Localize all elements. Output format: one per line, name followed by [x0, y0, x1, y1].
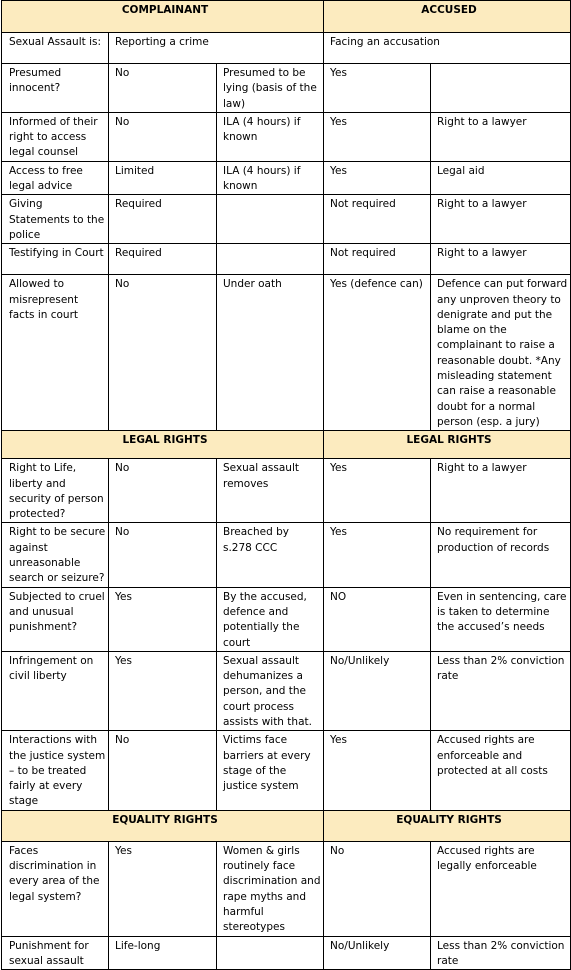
row-label: Right to Life, liberty and security of person protected?: [2, 459, 109, 523]
complainant-value: No: [109, 459, 217, 523]
accused-note: Right to a lawyer: [431, 459, 571, 523]
complainant-note: By the accused, defence and potentially the court: [217, 587, 324, 651]
accused-value: No/Unlikely: [324, 651, 431, 730]
table-row: [2, 161, 571, 195]
complainant-note: ILA (4 hours) if known: [217, 161, 324, 195]
table-row: [2, 195, 571, 244]
accused-note: Legal aid: [431, 161, 571, 195]
row-label: Punishment for sexual assault: [2, 936, 109, 970]
accused-note: Less than 2% conviction rate: [431, 651, 571, 730]
complainant-value: No: [109, 64, 217, 113]
table-row: [2, 459, 571, 523]
complainant-note: Presumed to be lying (basis of the law): [217, 64, 324, 113]
section-header-row: [2, 810, 571, 841]
table-row: [2, 523, 571, 587]
complainant-note: [217, 936, 324, 970]
complainant-equality-rights-header: EQUALITY RIGHTS: [2, 810, 324, 841]
complainant-note: Sexual assault dehumanizes a person, and the court process assists with that.: [217, 651, 324, 730]
row-label: Testifying in Court: [2, 244, 109, 275]
complainant-note: [217, 244, 324, 275]
row-label: Allowed to misrepresent facts in court: [2, 275, 109, 431]
accused-note: [431, 64, 571, 113]
table-row: [2, 651, 571, 730]
accused-note: Even in sentencing, care is taken to determine the accused’s needs: [431, 587, 571, 651]
complainant-value: No: [109, 523, 217, 587]
row-label: Informed of their right to access legal counsel: [2, 112, 109, 161]
accused-value: Not required: [324, 244, 431, 275]
complainant-value: Required: [109, 244, 217, 275]
accused-value: Not required: [324, 195, 431, 244]
accused-value: Yes (defence can): [324, 275, 431, 431]
comparison-table: [1, 0, 571, 970]
accused-value: Yes: [324, 161, 431, 195]
row-label: Presumed innocent?: [2, 64, 109, 113]
table-row: [2, 112, 571, 161]
complainant-note: Women & girls routinely face discrimination and rape myths and harmful stereotypes: [217, 841, 324, 936]
accused-note: No requirement for production of records: [431, 523, 571, 587]
complainant-value: Yes: [109, 651, 217, 730]
row-label: Subjected to cruel and unusual punishment?: [2, 587, 109, 651]
accused-value: Yes: [324, 112, 431, 161]
complainant-note: ILA (4 hours) if known: [217, 112, 324, 161]
complainant-note: Breached by s.278 CCC: [217, 523, 324, 587]
row-label: Infringement on civil liberty: [2, 651, 109, 730]
accused-value: Yes: [324, 459, 431, 523]
table-row: [2, 64, 571, 113]
complainant-value: Reporting a crime: [109, 33, 324, 64]
section-header-row: [2, 1, 571, 33]
table-row: [2, 244, 571, 275]
accused-value: Yes: [324, 523, 431, 587]
row-label: Interactions with the justice system – to be treated fairly at every stage: [2, 731, 109, 810]
complainant-value: Required: [109, 195, 217, 244]
accused-value: Yes: [324, 731, 431, 810]
complainant-value: Limited: [109, 161, 217, 195]
accused-note: Right to a lawyer: [431, 195, 571, 244]
complainant-header: COMPLAINANT: [2, 1, 324, 33]
row-label: Sexual Assault is:: [2, 33, 109, 64]
complainant-note: [217, 195, 324, 244]
complainant-legal-rights-header: LEGAL RIGHTS: [2, 431, 324, 459]
complainant-value: No: [109, 275, 217, 431]
row-label: Access to free legal advice: [2, 161, 109, 195]
complainant-value: Yes: [109, 841, 217, 936]
accused-note: Right to a lawyer: [431, 244, 571, 275]
accused-header: ACCUSED: [324, 1, 571, 33]
accused-value: Facing an accusation: [324, 33, 571, 64]
section-header-row: [2, 431, 571, 459]
accused-note: Less than 2% conviction rate: [431, 936, 571, 970]
accused-value: No: [324, 841, 431, 936]
accused-value: Yes: [324, 64, 431, 113]
accused-note: Right to a lawyer: [431, 112, 571, 161]
table-row: [2, 33, 571, 64]
table-row: [2, 587, 571, 651]
row-label: Giving Statements to the police: [2, 195, 109, 244]
complainant-value: Life-long: [109, 936, 217, 970]
row-label: Faces discrimination in every area of the legal system?: [2, 841, 109, 936]
complainant-value: No: [109, 112, 217, 161]
table-row: [2, 275, 571, 431]
table-row: [2, 731, 571, 810]
accused-equality-rights-header: EQUALITY RIGHTS: [324, 810, 571, 841]
complainant-value: Yes: [109, 587, 217, 651]
accused-note: Accused rights are legally enforceable: [431, 841, 571, 936]
table-row: [2, 841, 571, 936]
accused-note: Defence can put forward any unproven theory to denigrate and put the blame on the complainant to raise a reasonable doubt. *Any misleading statement can raise a reasonable doubt for a normal person (esp. a jury): [431, 275, 571, 431]
table-row: [2, 936, 571, 970]
complainant-note: Victims face barriers at every stage of the justice system: [217, 731, 324, 810]
accused-legal-rights-header: LEGAL RIGHTS: [324, 431, 571, 459]
accused-value: NO: [324, 587, 431, 651]
complainant-note: Sexual assault removes: [217, 459, 324, 523]
accused-note: Accused rights are enforceable and protected at all costs: [431, 731, 571, 810]
row-label: Right to be secure against unreasonable search or seizure?: [2, 523, 109, 587]
accused-value: No/Unlikely: [324, 936, 431, 970]
complainant-note: Under oath: [217, 275, 324, 431]
complainant-value: No: [109, 731, 217, 810]
